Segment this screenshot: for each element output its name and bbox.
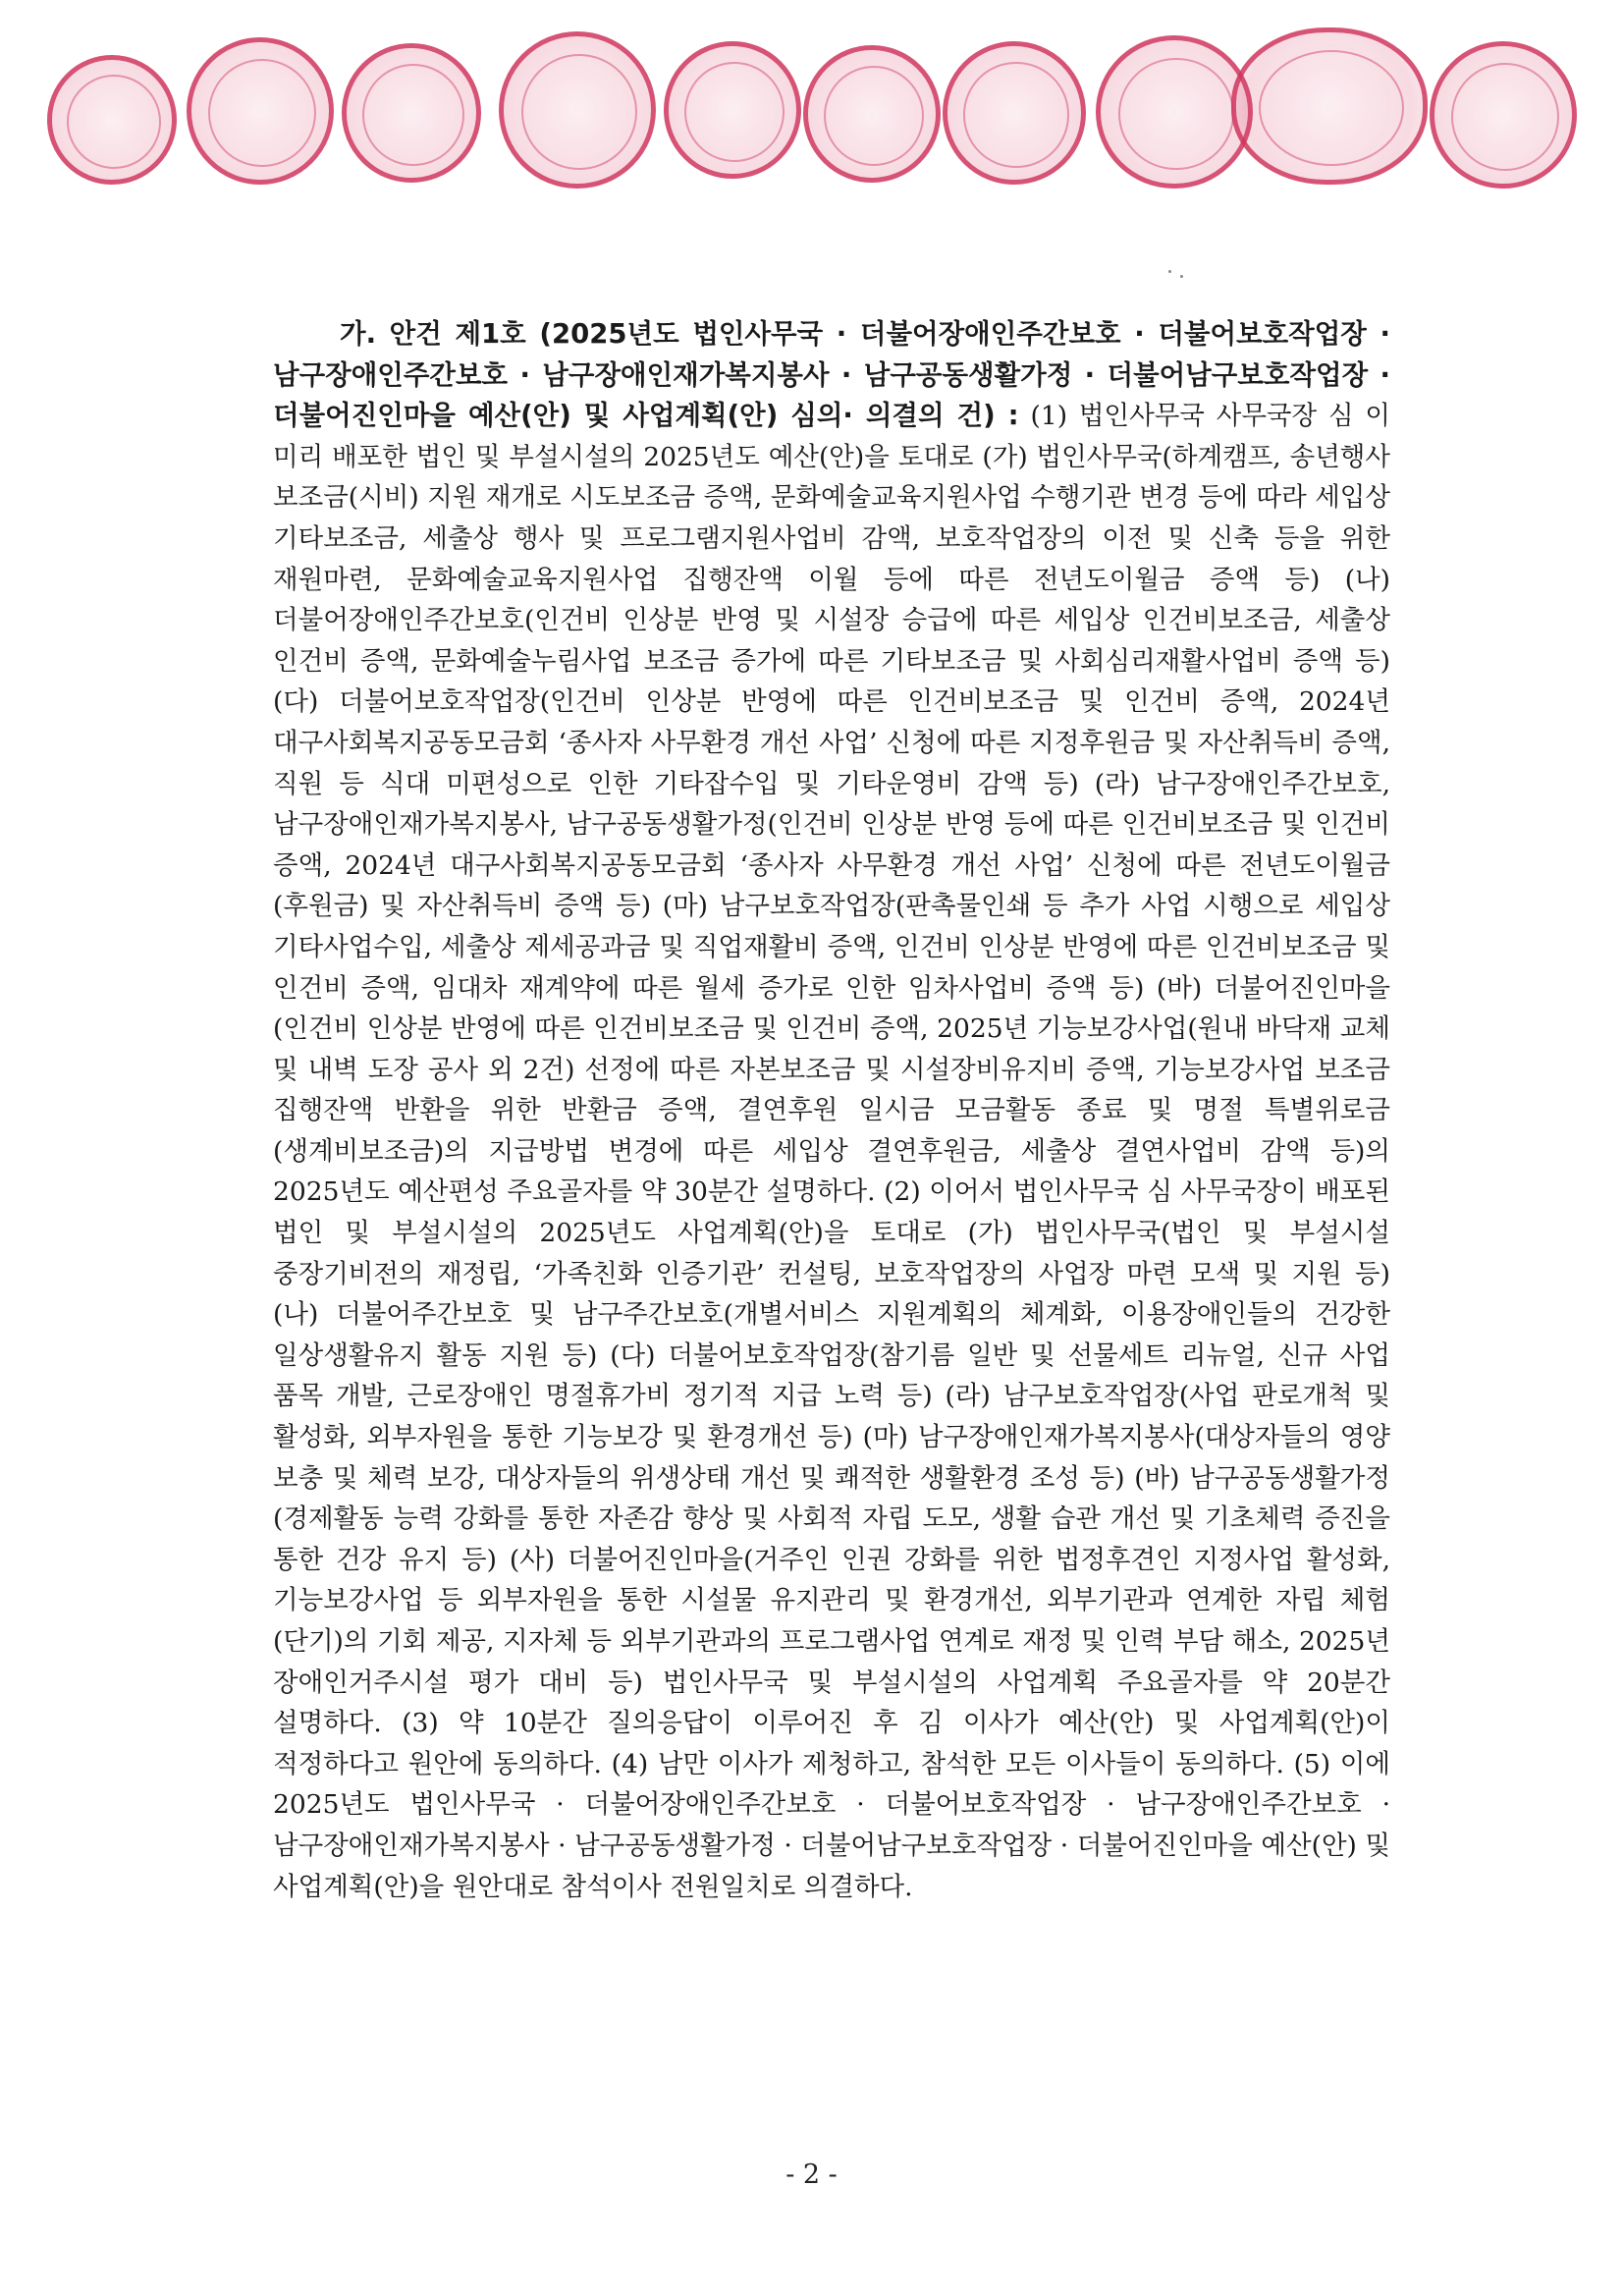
seal-8 bbox=[1096, 35, 1253, 189]
seal-9 bbox=[1231, 27, 1428, 185]
seal-10 bbox=[1430, 41, 1577, 189]
agenda-paragraph bbox=[273, 314, 1390, 1907]
agenda-body: (1) 법인사무국 사무국장 심 이 미리 배포한 법인 및 부설시설의 2025년도 예산(안)을 토대로 (가) 법인사무국(하계캠프, 송년행사 보조금(시비) 지원 재개로 시도보조금 증액, 문화예술교육지원사업 수행기관 변경 등에 따라 세입상 기타보조금, 세출상 행사 및 프로그램지원사업비 감액, 보호작업장의 이전 및 신축 등을 위한 재원마련, 문화예술교육지원사업 집행잔액 이월 등에 따른 전년도이월금 증액 등) (나) 더불어장애인주간보호(인건비 인상분 반영 및 시설장 승급에 따른 세입상 인건비보조금, 세출상 인건비 증액, 문화예술누림사업 보조금 증가에 따른 기타보조금 및 사회심리재활사업비 증액 등) (다) 더불어보호작업장(인건비 인상분 반영에 따른 인건비보조금 및 인건비 증액, 2024년 대구사회복지공동모금회 ‘종사자 사무환경 개선 사업’ 신청에 따른 지정후원금 및 자산취득비 증액, 직원 등 식대 미편성으로 인한 기타잡수입 및 기타운영비 감액 등) (라) 남구장애인주간보호, 남구장애인재가복지봉사, 남구공동생활가정(인건비 인상분 반영 등에 따른 인건비보조금 및 인건비 증액, 2024년 대구사회복지공동모금회 ‘종사자 사무환경 개선 사업’ 신청에 따른 전년도이월금(후원금) 및 자산취득비 증액 등) (마) 남구보호작업장(판촉물인쇄 등 추가 사업 시행으로 세입상 기타사업수입, 세출상 제세공과금 및 직업재활비 증액, 인건비 인상분 반영에 따른 인건비보조금 및 인건비 증액, 임대차 재계약에 따른 월세 증가로 인한 임차사업비 증액 등) (바) 더불어진인마을(인건비 인상분 반영에 따른 인건비보조금 및 인건비 증액, 2025년 기능보강사업(원내 바닥재 교체 및 내벽 도장 공사 외 2건) 선정에 따른 자본보조금 및 시설장비유지비 증액, 기능보강사업 보조금 집행잔액 반환을 위한 반환금 증액, 결연후원 일시금 모금활동 종료 및 명절 특별위로금(생계비보조금)의 지급방법 변경에 따른 세입상 결연후원금, 세출상 결연사업비 감액 등)의 2025년도 예산편성 주요골자를 약 30분간 설명하다. (2) 이어서 법인사무국 심 사무국장이 배포된 법인 및 부설시설의 2025년도 사업계획(안)을 토대로 (가) 법인사무국(법인 및 부설시설 중장기비전의 재정립, ‘가족친화 인증기관’ 컨설팅, 보호작업장의 사업장 마련 모색 및 지원 등) (나) 더불어주간보호 및 남구주간보호(개별서비스 지원계획의 체계화, 이용장애인들의 건강한 일상생활유지 활동 지원 등) (다) 더불어보호작업장(참기름 일반 및 선물세트 리뉴얼, 신규 사업 품목 개발, 근로장애인 명절휴가비 정기적 지급 노력 등) (라) 남구보호작업장(사업 판로개척 및 활성화, 외부자원을 통한 기능보강 및 환경개선 등) (마) 남구장애인재가복지봉사(대상자들의 영양 보충 및 체력 보강, 대상자들의 위생상태 개선 및 쾌적한 생활환경 조성 등) (바) 남구공동생활가정(경제활동 능력 강화를 통한 자존감 향상 및 사회적 자립 도모, 생활 습관 개선 및 기초체력 증진을 통한 건강 유지 등) (사) 더불어진인마을(거주인 인권 강화를 위한 법정후견인 지정사업 활성화, 기능보강사업 등 외부자원을 통한 시설물 유지관리 및 환경개선, 외부기관과 연계한 자립 체험(단기)의 기회 제공, 지자체 등 외부기관과의 프로그램사업 연계로 재정 및 인력 부담 해소, 2025년 장애인거주시설 평가 대비 등) 법인사무국 및 부설시설의 사업계획 주요골자를 약 20분간 설명하다. (3) 약 10분간 질의응답이 이루어진 후 김 이사가 예산(안) 및 사업계획(안)이 적정하다고 원안에 동의하다. (4) 남만 이사가 제청하고, 참석한 모든 이사들이 동의하다. (5) 이에 2025년도 법인사무국 · 더불어장애인주간보호 · 더불어보호작업장 · 남구장애인주간보호 · 남구장애인재가복지봉사 · 남구공동생활가정 · 더불어남구보호작업장 · 더불어진인마을 예산(안) 및 사업계획(안)을 원안대로 참석이사 전원일치로 의결하다. bbox=[273, 401, 1391, 1902]
seal-row bbox=[47, 27, 1579, 224]
seal-4 bbox=[499, 31, 656, 189]
seal-6 bbox=[803, 45, 941, 183]
seal-5 bbox=[664, 41, 801, 179]
agenda-heading: 가. 안건 제1호 (2025년도 법인사무국 · 더불어장애인주간보호 · 더불어보호작업장 · 남구장애인주간보호 · 남구장애인재가복지봉사 · 남구공동생활가정 · 더불어남구보호작업장 · 더불어진인마을 예산(안) 및 사업계획(안) 심의· 의결의 건) : bbox=[273, 318, 1390, 432]
seal-7 bbox=[943, 41, 1086, 185]
seal-2 bbox=[187, 37, 334, 185]
agenda-section bbox=[273, 314, 1390, 1907]
seal-1 bbox=[47, 55, 177, 185]
scan-speck bbox=[1180, 275, 1183, 278]
page-number: - 2 - bbox=[785, 2159, 838, 2190]
seal-3 bbox=[342, 43, 481, 183]
scan-speck bbox=[1168, 270, 1171, 273]
